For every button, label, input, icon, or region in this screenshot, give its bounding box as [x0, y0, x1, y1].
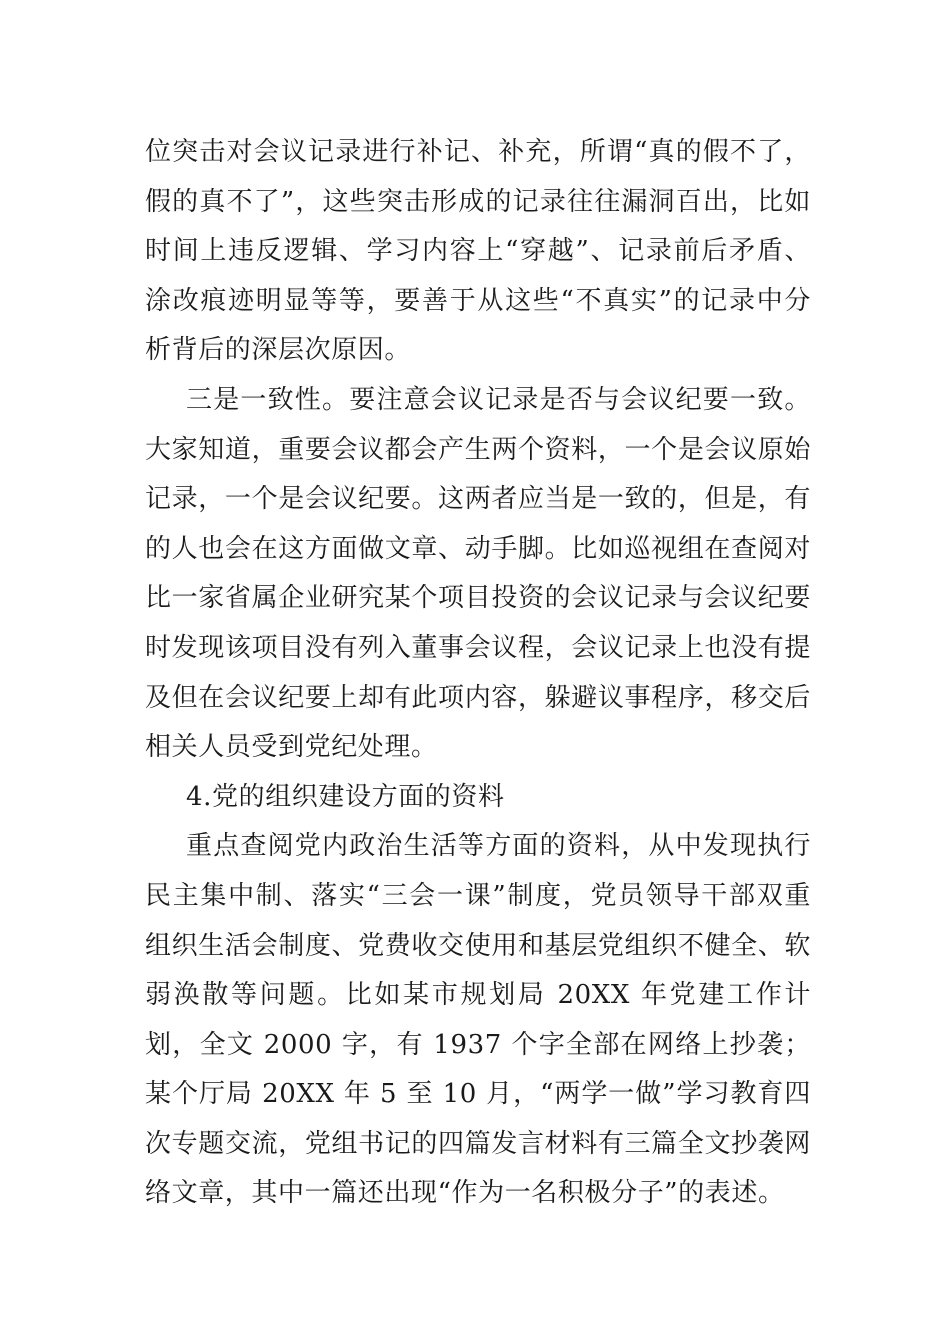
- paragraph-consistency: 三是一致性。要注意会议记录是否与会议纪要一致。大家知道，重要会议都会产生两个资料，一个是会议原始记录，一个是会议纪要。这两者应当是一致的，但是，有的人也会在这方面做文章、动手脚。比如巡视组在查阅对比一家省属企业研究某个项目投资的会议记录与会议纪要时发现该项目没有列入董事会议程，会议记录上也没有提及但在会议纪要上却有此项内容，躲避议事程序，移交后相关人员受到党纪处理。: [145, 384, 811, 763]
- paragraph-organization: 重点查阅党内政治生活等方面的资料，从中发现执行民主集中制、落实“三会一课”制度，党员领导干部双重组织生活会制度、党费收交使用和基层党组织不健全、软弱涣散等问题。比如某市规划局 20XX 年党建工作计划，全文 2000 字，有 1937 个字全部在网络上抄袭；某个厅局 20XX 年 5 至 10 月，“两学一做”学习教育四次专题交流，党组书记的四篇发言材料有三篇全文抄袭网络文章，其中一篇还出现“作为一名积极分子”的表述。: [145, 831, 811, 1209]
- document-body: [145, 128, 811, 1219]
- section-heading: 4.党的组织建设方面的资料: [186, 781, 505, 812]
- paragraph-continuation: 位突击对会议记录进行补记、补充，所谓“真的假不了，假的真不了”，这些突击形成的记录往往漏洞百出，比如时间上违反逻辑、学习内容上“穿越”、记录前后矛盾、涂改痕迹明显等等，要善于从这些“不真实”的记录中分析背后的深层次原因。: [145, 137, 811, 366]
